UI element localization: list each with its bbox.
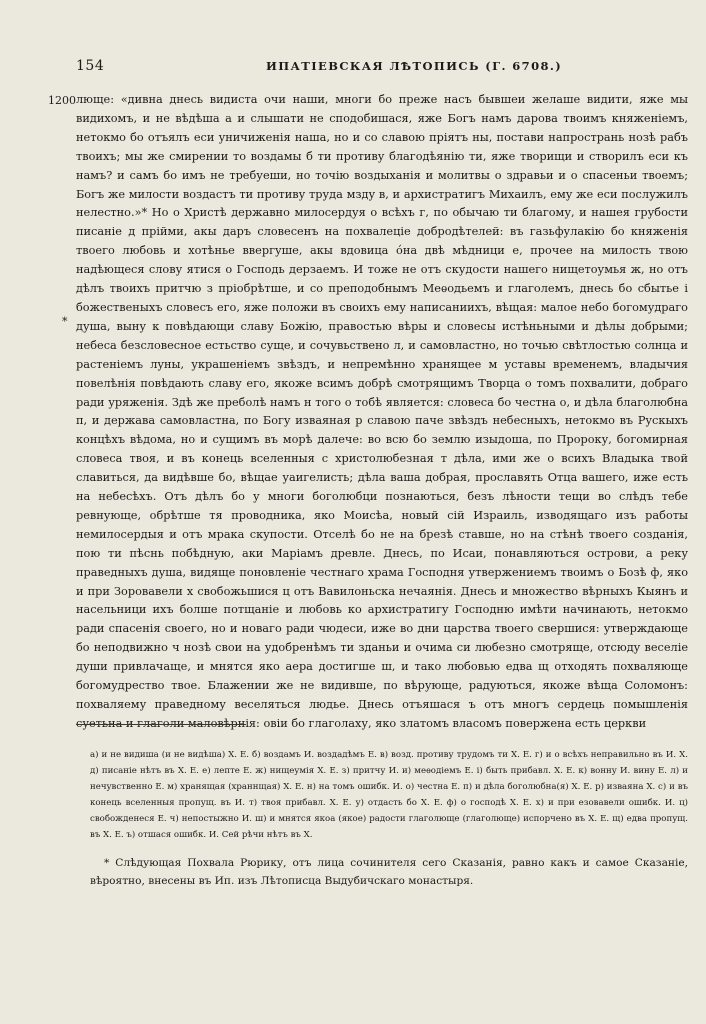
main-text <box>76 91 688 734</box>
main-paragraph: люще: «дивна днесь видиста очи наши, многи бо преже насъ бывшеи желаше видити, яже мы видихомъ, и не вѣдѣша а и слышати не сподобишася, яже Богъ намъ дарова твоимъ княженіемъ, нетокмо бо отъялъ еси уничиженія наша, но и со славою пріятъ ны, постави напространь нозѣ рабъ твоихъ; мы же смирении то воздамы б ти противу благодѣянію ти, яже творищи и створилъ еси къ намъ? и самъ бо имъ не требуеши, но точію воздыханія и молитвы о здравьи и о спасеньи твоемъ; Богъ же милости воздастъ ти противу труда мзду в, и архистратигъ Михаилъ, ему же еси послужилъ нелестно.»* Но о Христѣ державно милосердуя о всѣхъ г, по обычаю ти благому, и нашея грубости писаніе д прійми, акы даръ словесенъ на похвалеціе добродѣтелей: въ газьфулакію бо княженія твоего любовь и хотѣнье ввергуше, акы вдовица óна двѣ мѣдници е, прочее на милость твою надѣющеся слову ятися о Господь дерзаемъ. И тоже не отъ скудости нашего нищетоумья ж, но отъ дѣлъ твоихъ притчю з пріобрѣтше, и со преподобнымъ Меѳодьемъ и глаголемъ, днесь бо сбытье і божественыхъ словесъ его, яже положи въ своихъ ему написаниихъ, вѣщая: малое небо богомудраго душа, выну к повѣдающи славу Божію, правостью вѣры и словесы истѣньными и дѣлы добрыми; небеса безсловесное естьство суще, и сочувьствено л, и самовластно, но точью свѣтлостью солнца и растеніемъ луны, украшеніемъ звѣздъ, и непремѣнно хранящее м уставы временемъ, владычия повелѣнія повѣдають славу его, якоже всимъ добрѣ смотрящимъ Творца о томъ похвалити, добраго ради уряженія. Здѣ же преболѣ намъ н того о тобѣ является: словеса бо честна о, и дѣла благолюбна п, и держава самовластна, по Богу изваяная р славою паче звѣздъ небесныхъ, нетокмо въ Рускыхъ концѣхъ вѣдома, но и сущимъ въ морѣ далече: во всю бо землю изыдоша, по Пророку, богомирная словеса твоя, и въ конець вселенныя с христолюбезная т дѣла, ими же о всихъ Владыка твой славиться, да видѣвше бо, вѣщае уаигелисть; дѣла ваша добрая, прославять Отца вашего, иже есть на небесѣхъ. Отъ дѣлъ бо у многи боголюбци познаються, безъ лѣности тещи во слѣдъ тебе ревнующе, обрѣтше тя проводника, яко Моисѣа, новый сій Израиль, изводящаго изъ работы немилосердыя и отъ мрака скупости. Отселѣ бо не на брезѣ ставше, но на стѣнѣ твоего созданія, пою ти пѣснь побѣдную, аки Маріамъ древле. Днесь, по Исаи, понавляються острови, а реку праведныхъ душа, видяще поновленіе честнаго храма Господня утвержениемъ твоимъ о Бозѣ ф, яко и при Зоровавели х свобожьшися ц отъ Вавилоньска нечаянія. Днесь и множество вѣрныхъ Кыянъ и насельници ихъ болше потщаніе и любовь ко архистратигу Господню имѣти начинають, нетокмо ради спасенія своего, но и новаго ради чюдеси, иже во дни царства твоего свершися: утверждающе бо неподвижно ч нозѣ свои на удобренѣмъ ти зданьи и очима си любезно смотряще, отсюду веселіе души привлачаще, и мнятся яко аера достигше ш, и тако любовью едва щ отходять похваляюще богомудрество твое. Блажении же не видивше, по вѣрующе, радуються, якоже вѣща Соломонъ: похваляему праведному веселяться людье. Днесь отъяшася ъ отъ многъ сердець помышленія суетьна и глаголи маловѣрнія: овіи бо глаголаху, яко златомъ власомъ повержена есть церкви <box>76 93 688 730</box>
margin-mark: * <box>62 315 68 328</box>
page-header <box>76 58 688 76</box>
editor-note <box>90 855 688 890</box>
footnote-variants: а) и не видиша (и не видѣша) Х. Е. б) воздамъ И. воздадѣмъ Е. в) возд. противу трудомъ ти Х. Е. г) и о всѣхъ неправильно въ И. Х. д) писаніе нѣтъ въ Х. Е. е) лепте Е. ж) нищеумія Х. Е. з) притчу И. и) меѳодіемъ Е. і) быть прибавл. Х. Е. к) вонну И. вину Е. л) и нечувственно Е. м) хранящая (храннщая) Х. Е. н) на томъ ошибк. И. о) честна Е. п) и дѣла боголюбна(я) Х. Е. р) изваяна Х. с) и въ конець вселенныя пропущ. въ И. т) твоя прибавл. Х. Е. у) отдасть бо Х. Е. ф) о господѣ Х. Е. х) и при езовавели ошибк. И. ц) свобожденеся Е. ч) непостыжно И. ш) и мнятся якоа (якое) радости глаголюще (глаголюще) испорчено въ Х. Е. щ) едва пропущ. въ Х. Е. ъ) отшася ошибк. И. Сей рѣчи нѣтъ въ Х. <box>90 750 688 840</box>
page-number: 154 <box>76 58 105 74</box>
running-head: ИПАТІЕВСКАЯ ЛѢТОПИСЬ (Г. 6708.) <box>266 59 563 73</box>
margin-year: 1200 <box>48 94 76 107</box>
footnotes <box>90 748 688 843</box>
editor-note-text: * Слѣдующая Похвала Рюрику, отъ лица сочинителя сего Сказанія, равно какъ и самое Сказаніе, вѣроятно, внесены въ Ип. изъ Лѣтописца Выдубичскаго монастыря. <box>90 857 688 887</box>
footnote-rule <box>76 724 246 725</box>
